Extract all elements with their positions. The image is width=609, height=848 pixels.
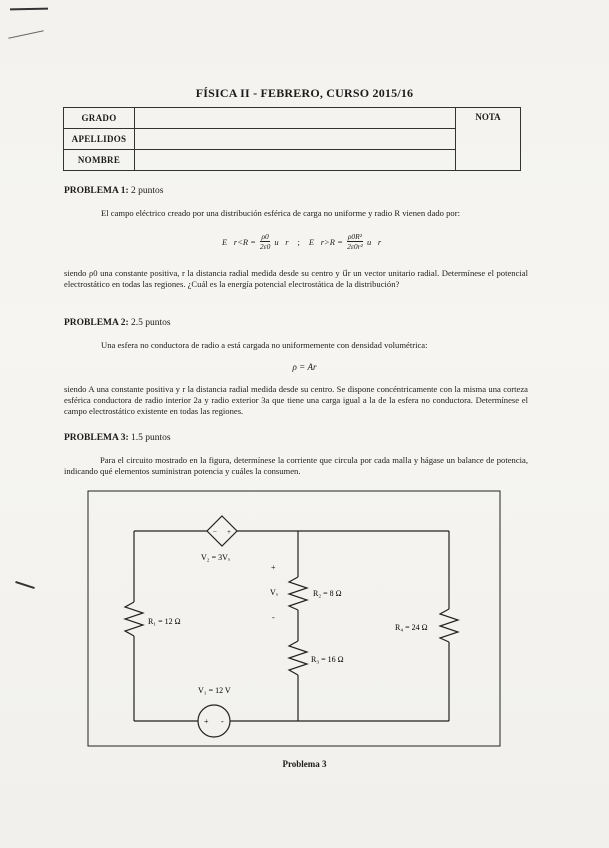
nota-field[interactable] <box>456 108 521 171</box>
problem1-heading: PROBLEMA 1: 2 puntos <box>64 186 164 196</box>
problem2-intro: Una esfera no conductora de radio a está cargada no uniformemente con densidad volumétrica: <box>101 340 428 350</box>
problem2-equation: ρ = Ar <box>292 362 317 372</box>
problem1-equation: E⃗r<R = $\frac{\rho 0}{2\varepsilon 0}$ u⃗r ; E⃗r>R = $\frac{\text{ρ0R²}}{\text{2ε0r²}}$ u⃗r <box>222 232 382 251</box>
pen-mark <box>15 581 35 589</box>
vx-label: Vₓ <box>270 588 279 597</box>
problem3-heading: PROBLEMA 3: 1.5 puntos <box>64 433 171 443</box>
student-info-table <box>63 107 521 171</box>
problem2-heading: PROBLEMA 2: 2.5 puntos <box>64 318 171 328</box>
figure-caption: Problema 3 <box>282 759 327 769</box>
circuit-diagram <box>87 490 502 748</box>
pen-mark <box>8 30 43 38</box>
svg-text:+: + <box>227 528 231 536</box>
exam-title: FÍSICA II - FEBRERO, CURSO 2015/16 <box>195 86 414 100</box>
nota-label: NOTA <box>475 112 501 122</box>
resistor-r4 <box>440 609 458 642</box>
v1-minus: - <box>221 717 224 726</box>
vx-plus: + <box>271 563 276 572</box>
grado-field[interactable] <box>135 108 456 129</box>
apellidos-label: APELLIDOS <box>64 129 135 150</box>
problem2-body: siendo A una constante positiva y r la distancia radial medida desde su centro. Se dispone concéntricamente con la misma una corteza esférica conductora de radio interior 2a y radio exterior 3a que tiene una carga igual a la de la esfera no conductora. Determínese el campo electrostático existente en todas las regiones. <box>64 384 528 416</box>
v1-plus: + <box>204 717 209 726</box>
vx-minus: - <box>272 613 275 622</box>
apellidos-field[interactable] <box>135 129 456 150</box>
r2-label: R₂ = 8 Ω <box>313 589 342 598</box>
r4-label: R₄ = 24 Ω <box>395 623 428 632</box>
dependent-voltage-source <box>207 516 237 546</box>
resistor-r3 <box>289 641 307 675</box>
v1-label: V₁ = 12 V <box>198 686 231 695</box>
nombre-field[interactable] <box>135 150 456 171</box>
svg-text:−: − <box>213 528 217 536</box>
resistor-r1 <box>125 602 143 636</box>
voltage-source-v1 <box>198 705 230 737</box>
r3-label: R₃ = 16 Ω <box>311 655 344 664</box>
grado-label: GRADO <box>64 108 135 129</box>
pen-mark <box>10 8 48 11</box>
problem1-body: siendo ρ0 una constante positiva, r la distancia radial medida desde su centro y u⃗r un vector unitario radial. Determínese el potencial electrostático en todas las regiones. ¿Cuál es la energía potencial electrostática de la distribución? <box>64 268 528 289</box>
problem3-body: Para el circuito mostrado en la figura, determínese la corriente que circula por cada malla y hágase un balance de potencia, indicando qué elementos suministran potencia y cuáles la consumen. <box>64 455 528 476</box>
v2-label: V₂ = 3Vₓ <box>201 553 231 562</box>
resistor-r2 <box>289 577 307 610</box>
r1-label: R₁ = 12 Ω <box>148 617 181 626</box>
nombre-label: NOMBRE <box>64 150 135 171</box>
problem1-intro: El campo eléctrico creado por una distribución esférica de carga no uniforme y radio R vienen dado por: <box>101 208 460 218</box>
